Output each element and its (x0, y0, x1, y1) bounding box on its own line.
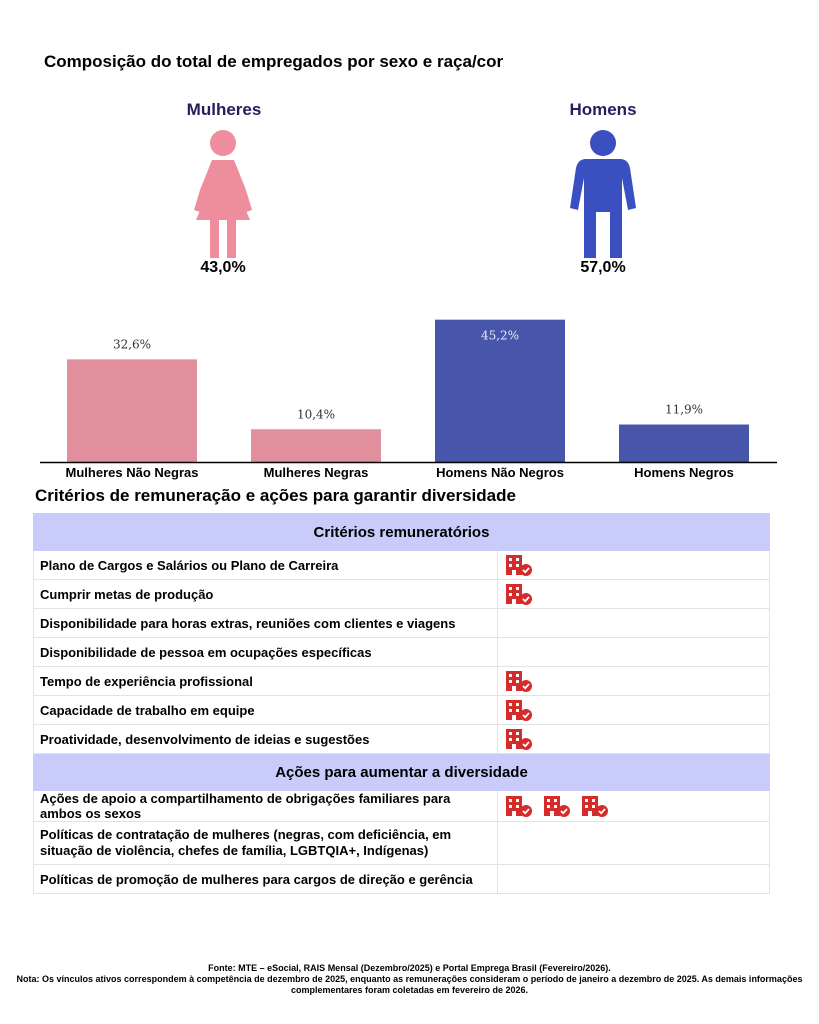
table-row (34, 609, 770, 638)
building-check-icon (542, 794, 572, 818)
criterion-label: Plano de Cargos e Salários ou Plano de Carreira (34, 551, 498, 580)
table-row (34, 638, 770, 667)
building-check-icon (504, 582, 534, 606)
category-label-3: Homens Não Negros (436, 465, 564, 480)
footnote: Nota: Os vínculos ativos correspondem à competência de dezembro de 2025, enquanto as remunerações consideram o período de janeiro a dezembro de 2025. As demais informações complementares foram coletadas em fevereiro de 2026. (16, 974, 803, 995)
action-label: Políticas de promoção de mulheres para cargos de direção e gerência (34, 865, 498, 894)
women-label: Mulheres (186, 100, 262, 119)
criterion-label: Disponibilidade para horas extras, reuniões com clientes e viagens (34, 609, 498, 638)
action-indicator (497, 791, 769, 822)
action-indicator (497, 865, 769, 894)
criterion-indicator (497, 696, 769, 725)
man-icon (566, 128, 640, 260)
employee-composition-chart (0, 290, 819, 486)
bar-value-label-4: 11,9% (664, 402, 704, 417)
bar-4 (619, 425, 749, 462)
action-label: Políticas de contratação de mulheres (negras, com deficiência, em situação de violência, chefes de família, LGBTQIA+, Indígenas) (34, 822, 498, 865)
bar-2 (251, 429, 381, 462)
criterion-indicator (497, 551, 769, 580)
building-check-icon (504, 727, 534, 751)
table-row (34, 667, 770, 696)
table-row (34, 791, 770, 822)
category-label-1: Mulheres Não Negras (65, 465, 199, 480)
page-title: Composição do total de empregados por sexo e raça/cor (44, 52, 504, 71)
table-row (34, 696, 770, 725)
building-check-icon (504, 794, 534, 818)
bar-1 (67, 359, 197, 462)
category-label-4: Homens Negros (634, 465, 734, 480)
criterion-indicator (497, 725, 769, 754)
bar-value-label-3: 45,2% (480, 328, 520, 343)
section-title: Critérios de remuneração e ações para garantir diversidade (35, 486, 516, 505)
criterion-indicator (497, 609, 769, 638)
table-row (34, 551, 770, 580)
action-label: Ações de apoio a compartilhamento de obrigações familiares para ambos os sexos (34, 791, 498, 822)
table-row (34, 725, 770, 754)
bar-value-label-1: 32,6% (112, 337, 152, 352)
men-label: Homens (569, 100, 637, 119)
women-percentage: 43,0% (200, 259, 246, 276)
building-check-icon (504, 698, 534, 722)
men-percentage: 57,0% (580, 259, 626, 276)
criteria-table (33, 513, 770, 894)
table-row (34, 580, 770, 609)
building-check-icon (504, 669, 534, 693)
criterion-indicator (497, 580, 769, 609)
source-note: Fonte: MTE – eSocial, RAIS Mensal (Dezembro/2025) e Portal Emprega Brasil (Fevereiro/2026). (208, 963, 611, 973)
building-check-icon (580, 794, 610, 818)
criterion-header: Critérios remuneratórios (34, 514, 770, 551)
bar-value-label-2: 10,4% (296, 407, 336, 422)
criterion-label: Proatividade, desenvolvimento de ideias e sugestões (34, 725, 498, 754)
category-label-2: Mulheres Negras (263, 465, 369, 480)
criterion-label: Disponibilidade de pessoa em ocupações específicas (34, 638, 498, 667)
criterion-label: Cumprir metas de produção (34, 580, 498, 609)
criterion-indicator (497, 667, 769, 696)
table-row (34, 822, 770, 865)
woman-icon (186, 128, 260, 260)
action-header: Ações para aumentar a diversidade (34, 754, 770, 791)
building-check-icon (504, 553, 534, 577)
action-indicator (497, 822, 769, 865)
criterion-label: Tempo de experiência profissional (34, 667, 498, 696)
criterion-indicator (497, 638, 769, 667)
criterion-label: Capacidade de trabalho em equipe (34, 696, 498, 725)
table-row (34, 865, 770, 894)
